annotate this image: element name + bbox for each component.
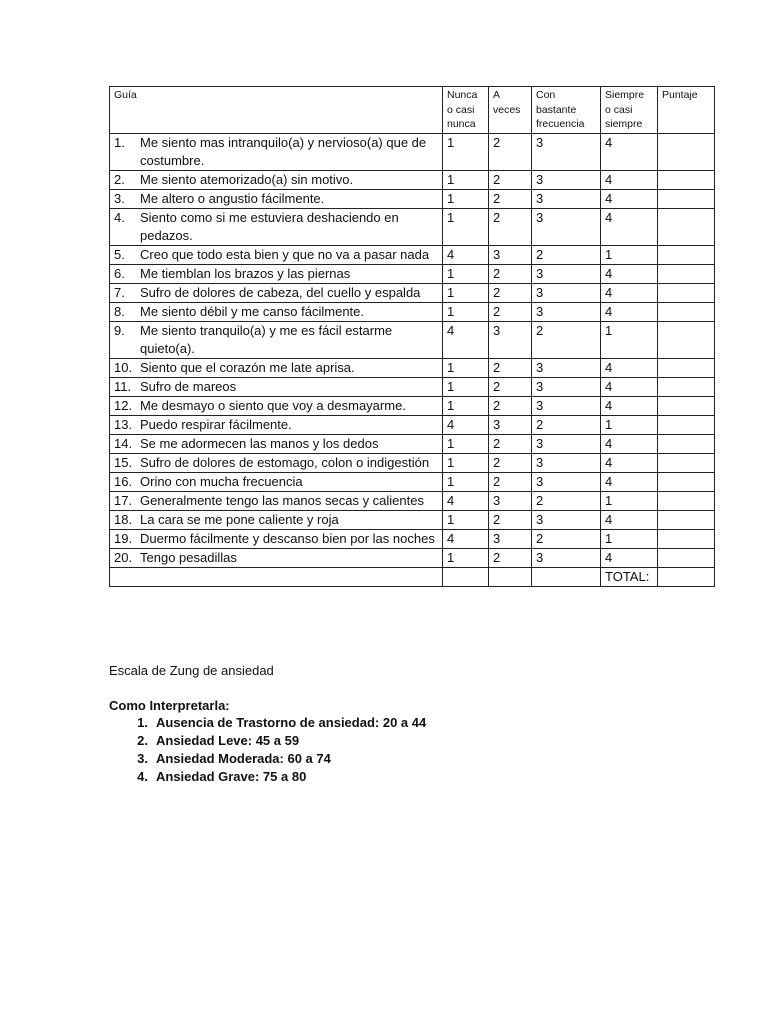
item: [114, 549, 438, 567]
score-cell: 4: [443, 321, 489, 358]
puntaje-cell: [658, 529, 715, 548]
header-siempre: [601, 87, 658, 134]
total-empty-cell: [489, 567, 532, 586]
score-cell: 3: [532, 377, 601, 396]
item-cell: [110, 208, 443, 245]
item-number: 3.: [114, 190, 125, 206]
item-cell: [110, 264, 443, 283]
score-cell: 4: [601, 434, 658, 453]
puntaje-cell: [658, 510, 715, 529]
table-header-row: [110, 87, 715, 134]
score-cell: 4: [601, 302, 658, 321]
score-cell: 2: [532, 529, 601, 548]
item: [114, 284, 438, 302]
item: [114, 511, 438, 529]
score-cell: 4: [443, 245, 489, 264]
item-number: 15.: [114, 454, 133, 470]
item-cell: [110, 189, 443, 208]
item: [114, 473, 438, 491]
score-cell: 2: [489, 302, 532, 321]
puntaje-cell: [658, 453, 715, 472]
score-cell: 3: [532, 208, 601, 245]
score-cell: 2: [489, 264, 532, 283]
score-cell: 1: [601, 245, 658, 264]
item-cell: [110, 415, 443, 434]
item-text: Sufro de dolores de cabeza, del cuello y espalda: [140, 284, 421, 300]
score-cell: 2: [489, 548, 532, 567]
item: [114, 454, 438, 472]
total-empty-cell: [532, 567, 601, 586]
score-cell: 4: [601, 377, 658, 396]
score-cell: 2: [489, 133, 532, 170]
header-con-bastante-line: frecuencia: [536, 118, 585, 130]
header-con-bastante: [532, 87, 601, 134]
score-cell: 2: [489, 434, 532, 453]
item-number: 9.: [114, 322, 125, 338]
header-siempre-line: Siempre: [605, 89, 645, 101]
item: [114, 171, 438, 189]
item: [114, 265, 438, 283]
item-cell: [110, 321, 443, 358]
table-row: [110, 491, 715, 510]
item-number: 8.: [114, 303, 125, 319]
score-cell: 4: [601, 133, 658, 170]
interpretation-list: [109, 714, 426, 786]
score-cell: 1: [443, 208, 489, 245]
score-cell: 3: [489, 529, 532, 548]
item-cell: [110, 170, 443, 189]
score-cell: 4: [601, 189, 658, 208]
score-cell: 1: [443, 283, 489, 302]
score-cell: 4: [443, 529, 489, 548]
puntaje-cell: [658, 434, 715, 453]
item-text: Me altero o angustio fácilmente.: [140, 190, 325, 206]
score-cell: 2: [489, 189, 532, 208]
item: [114, 378, 438, 396]
score-cell: 1: [443, 133, 489, 170]
item: [114, 359, 438, 377]
header-guia: Guía: [110, 87, 443, 134]
interpretation-title: Como Interpretarla:: [109, 698, 230, 713]
item: [114, 134, 438, 170]
score-cell: 2: [489, 377, 532, 396]
total-empty-cell: [443, 567, 489, 586]
score-cell: 3: [532, 548, 601, 567]
item-text: Siento que el corazón me late aprisa.: [140, 359, 355, 375]
score-cell: 1: [601, 415, 658, 434]
score-cell: 1: [443, 396, 489, 415]
score-cell: 2: [532, 245, 601, 264]
score-cell: 2: [489, 358, 532, 377]
score-cell: 2: [532, 491, 601, 510]
score-cell: 4: [601, 510, 658, 529]
score-cell: 3: [532, 453, 601, 472]
table-row: [110, 415, 715, 434]
table-row: [110, 264, 715, 283]
item: [114, 435, 438, 453]
zung-scale-table: [109, 86, 715, 587]
score-cell: 1: [443, 510, 489, 529]
interpretation-text: Ansiedad Leve: 45 a 59: [156, 733, 300, 748]
item-text: Siento como si me estuviera deshaciendo en pedazos.: [140, 209, 399, 243]
item-text: Tengo pesadillas: [140, 549, 237, 565]
score-cell: 3: [489, 321, 532, 358]
score-cell: 4: [601, 453, 658, 472]
header-nunca-line: Nunca: [447, 89, 478, 101]
item: [114, 530, 438, 548]
item-number: 1.: [114, 134, 125, 150]
header-nunca-line: nunca: [447, 118, 476, 130]
header-siempre-line: o casi: [605, 103, 633, 116]
item-text: Sufro de dolores de estomago, colon o indigestión: [140, 454, 430, 470]
score-cell: 4: [601, 264, 658, 283]
score-cell: 2: [489, 170, 532, 189]
header-a-veces-line: A: [493, 89, 501, 101]
score-cell: 3: [532, 133, 601, 170]
score-cell: 1: [443, 548, 489, 567]
score-cell: 3: [532, 170, 601, 189]
score-cell: 3: [532, 283, 601, 302]
interpretation-item: [109, 732, 426, 750]
header-con-bastante-line: Con: [536, 89, 556, 101]
table-row: [110, 453, 715, 472]
item-cell: [110, 358, 443, 377]
table-row: [110, 529, 715, 548]
puntaje-cell: [658, 208, 715, 245]
table-row: [110, 396, 715, 415]
table-row: [110, 208, 715, 245]
score-cell: 1: [601, 529, 658, 548]
interpretation-number: 4.: [137, 769, 148, 784]
header-con-bastante-line: bastante: [536, 103, 577, 116]
item-text: Duermo fácilmente y descanso bien por las noches: [140, 530, 435, 546]
table-row: [110, 548, 715, 567]
score-cell: 4: [601, 472, 658, 491]
puntaje-cell: [658, 377, 715, 396]
item: [114, 322, 438, 358]
item-cell: [110, 453, 443, 472]
item-text: Me siento mas intranquilo(a) y nervioso(a) que de costumbre.: [140, 134, 427, 168]
table-row: [110, 472, 715, 491]
score-cell: 3: [532, 472, 601, 491]
puntaje-cell: [658, 321, 715, 358]
interpretation-text: Ansiedad Moderada: 60 a 74: [156, 751, 331, 766]
score-cell: 1: [601, 321, 658, 358]
header-siempre-line: siempre: [605, 118, 643, 130]
item-number: 7.: [114, 284, 125, 300]
score-cell: 2: [532, 321, 601, 358]
score-cell: 4: [601, 548, 658, 567]
table-row: [110, 302, 715, 321]
item-number: 20.: [114, 549, 133, 565]
header-a-veces: [489, 87, 532, 134]
table-row: [110, 189, 715, 208]
interpretation-text: Ansiedad Grave: 75 a 80: [156, 769, 307, 784]
item-text: Sufro de mareos: [140, 378, 237, 394]
item-text: Me tiemblan los brazos y las piernas: [140, 265, 351, 281]
item-cell: [110, 472, 443, 491]
item-cell: [110, 434, 443, 453]
score-cell: 4: [601, 358, 658, 377]
table-row: [110, 358, 715, 377]
item-text: La cara se me pone caliente y roja: [140, 511, 339, 527]
total-row: [110, 567, 715, 586]
table-row: [110, 377, 715, 396]
table-row: [110, 170, 715, 189]
item-number: 10.: [114, 359, 133, 375]
item-cell: [110, 510, 443, 529]
item-cell: [110, 529, 443, 548]
item-number: 5.: [114, 246, 125, 262]
score-cell: 3: [532, 510, 601, 529]
item: [114, 190, 438, 208]
header-nunca: [443, 87, 489, 134]
header-a-veces-line: veces: [493, 103, 521, 116]
puntaje-cell: [658, 133, 715, 170]
score-cell: 2: [489, 208, 532, 245]
score-cell: 1: [443, 453, 489, 472]
table-row: [110, 283, 715, 302]
interpretation-item: [109, 714, 426, 732]
item-cell: [110, 133, 443, 170]
puntaje-cell: [658, 491, 715, 510]
item: [114, 303, 438, 321]
item-text: Creo que todo esta bien y que no va a pasar nada: [140, 246, 430, 262]
item-number: 18.: [114, 511, 133, 527]
interpretation-item: [109, 768, 426, 786]
item-text: Me desmayo o siento que voy a desmayarme.: [140, 397, 406, 413]
score-cell: 4: [601, 208, 658, 245]
score-cell: 2: [489, 396, 532, 415]
score-cell: 4: [601, 170, 658, 189]
item-cell: [110, 548, 443, 567]
puntaje-cell: [658, 264, 715, 283]
item: [114, 209, 438, 245]
item-number: 4.: [114, 209, 125, 225]
puntaje-cell: [658, 302, 715, 321]
item-number: 2.: [114, 171, 125, 187]
score-cell: 3: [489, 491, 532, 510]
total-label: TOTAL:: [601, 567, 658, 586]
item: [114, 397, 438, 415]
item-number: 14.: [114, 435, 133, 451]
interpretation-number: 2.: [137, 733, 148, 748]
item: [114, 246, 438, 264]
score-cell: 1: [601, 491, 658, 510]
score-cell: 1: [443, 358, 489, 377]
header-puntaje: Puntaje: [658, 87, 715, 134]
puntaje-cell: [658, 170, 715, 189]
item-number: 19.: [114, 530, 133, 546]
score-cell: 1: [443, 189, 489, 208]
item-number: 16.: [114, 473, 133, 489]
table-body: [110, 133, 715, 567]
total-empty-cell: [110, 567, 443, 586]
score-cell: 2: [489, 510, 532, 529]
score-cell: 2: [532, 415, 601, 434]
table-caption: Escala de Zung de ansiedad: [109, 663, 274, 678]
interpretation-item: [109, 750, 426, 768]
score-cell: 2: [489, 283, 532, 302]
item-text: Generalmente tengo las manos secas y calientes: [140, 492, 424, 508]
score-cell: 4: [443, 491, 489, 510]
item-number: 13.: [114, 416, 133, 432]
item: [114, 492, 438, 510]
table-row: [110, 321, 715, 358]
item-text: Puedo respirar fácilmente.: [140, 416, 292, 432]
table-row: [110, 510, 715, 529]
puntaje-cell: [658, 245, 715, 264]
header-nunca-line: o casi: [447, 103, 475, 116]
score-cell: 3: [532, 358, 601, 377]
item-cell: [110, 245, 443, 264]
item-number: 17.: [114, 492, 133, 508]
score-cell: 1: [443, 302, 489, 321]
item-text: Me siento débil y me canso fácilmente.: [140, 303, 364, 319]
score-cell: 3: [489, 245, 532, 264]
score-cell: 1: [443, 377, 489, 396]
puntaje-cell: [658, 283, 715, 302]
score-cell: 3: [532, 434, 601, 453]
score-cell: 3: [489, 415, 532, 434]
puntaje-cell: [658, 189, 715, 208]
item: [114, 416, 438, 434]
item-cell: [110, 283, 443, 302]
score-cell: 1: [443, 434, 489, 453]
table-row: [110, 245, 715, 264]
table-row: [110, 133, 715, 170]
interpretation-number: 3.: [137, 751, 148, 766]
total-value-cell: [658, 567, 715, 586]
score-cell: 3: [532, 264, 601, 283]
item-text: Orino con mucha frecuencia: [140, 473, 303, 489]
puntaje-cell: [658, 472, 715, 491]
score-cell: 4: [601, 283, 658, 302]
score-cell: 4: [443, 415, 489, 434]
interpretation-number: 1.: [137, 715, 148, 730]
item-cell: [110, 377, 443, 396]
item-text: Me siento atemorizado(a) sin motivo.: [140, 171, 354, 187]
score-cell: 3: [532, 302, 601, 321]
item-cell: [110, 491, 443, 510]
item-text: Me siento tranquilo(a) y me es fácil estarme quieto(a).: [140, 322, 393, 356]
score-cell: 4: [601, 396, 658, 415]
puntaje-cell: [658, 396, 715, 415]
puntaje-cell: [658, 548, 715, 567]
item-number: 12.: [114, 397, 133, 413]
table-row: [110, 434, 715, 453]
item-number: 11.: [114, 378, 132, 394]
score-cell: 3: [532, 189, 601, 208]
item-number: 6.: [114, 265, 125, 281]
item-cell: [110, 396, 443, 415]
puntaje-cell: [658, 415, 715, 434]
interpretation-text: Ausencia de Trastorno de ansiedad: 20 a 44: [156, 715, 427, 730]
score-cell: 2: [489, 453, 532, 472]
item-cell: [110, 302, 443, 321]
item-text: Se me adormecen las manos y los dedos: [140, 435, 379, 451]
score-cell: 3: [532, 396, 601, 415]
puntaje-cell: [658, 358, 715, 377]
score-cell: 1: [443, 472, 489, 491]
score-cell: 1: [443, 170, 489, 189]
score-cell: 1: [443, 264, 489, 283]
score-cell: 2: [489, 472, 532, 491]
